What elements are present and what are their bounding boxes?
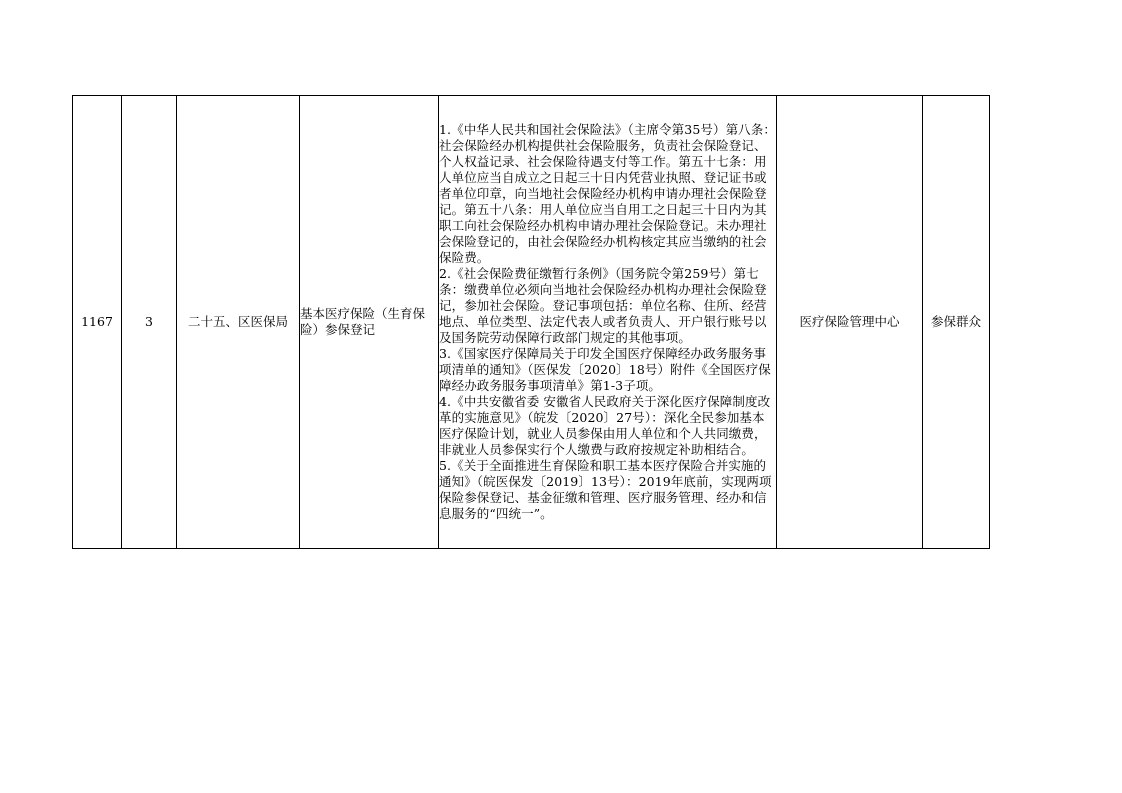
legal-basis-item: 5.《关于全面推进生育保险和职工基本医疗保险合并实施的通知》（皖医保发〔2019〕13号）：2019年底前，实现两项保险参保登记、基金征缴和管理、医疗服务管理、经办和信息服务的“四统一”。 bbox=[439, 458, 772, 521]
seq-cell: 1167 bbox=[73, 96, 122, 549]
legal-basis-cell bbox=[439, 96, 777, 549]
legal-basis-item: 2.《社会保险费征缴暂行条例》（国务院令第259号）第七条：缴费单位必须向当地社会保险经办机构办理社会保险登记，参加社会保险。登记事项包括：单位名称、住所、经营地点、单位类型、法定代表人或者负责人、开户银行账号以及国务院劳动保障行政部门规定的其他事项。 bbox=[439, 266, 767, 345]
service-object-cell: 参保群众 bbox=[923, 96, 990, 549]
sub-seq-cell: 3 bbox=[122, 96, 177, 549]
legal-basis-item: 4.《中共安徽省委 安徽省人民政府关于深化医疗保障制度改革的实施意见》（皖发〔2020〕27号）：深化全民参加基本医疗保险计划，就业人员参保由用人单位和个人共同缴费，非就业人员参保实行个人缴费与政府按规定补助相结合。 bbox=[439, 394, 771, 457]
table-row bbox=[73, 96, 990, 549]
legal-basis-item: 3.《国家医疗保障局关于印发全国医疗保障经办政务服务事项清单的通知》（医保发〔2020〕18号）附件《全国医疗保障经办政务服务事项清单》第1-3子项。 bbox=[439, 346, 771, 393]
legal-basis-item: 1.《中华人民共和国社会保险法》（主席令第35号）第八条：社会保险经办机构提供社会保险服务，负责社会保险登记、个人权益记录、社会保险待遇支付等工作。第五十七条：用人单位应当自成立之日起三十日内凭营业执照、登记证书或者单位印章，向当地社会保险经办机构申请办理社会保险登记。第五十八条：用人单位应当自用工之日起三十日内为其职工向社会保险经办机构申请办理社会保险登记。未办理社会保险登记的，由社会保险经办机构核定其应当缴纳的社会保险费。 bbox=[439, 122, 776, 265]
department-cell: 二十五、区医保局 bbox=[177, 96, 300, 549]
item-table bbox=[72, 95, 990, 549]
handling-unit-cell: 医疗保险管理中心 bbox=[777, 96, 923, 549]
item-name-cell: 基本医疗保险（生育保险）参保登记 bbox=[300, 96, 439, 549]
